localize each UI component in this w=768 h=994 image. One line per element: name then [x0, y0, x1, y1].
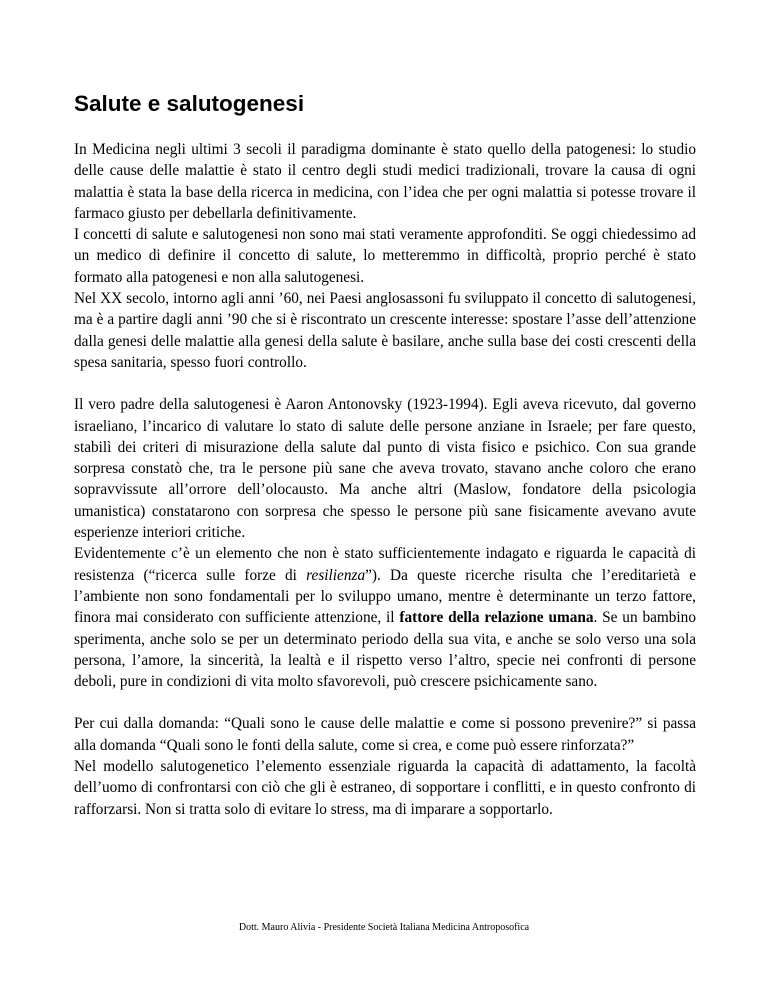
resilienza-italic: resilienza: [306, 566, 366, 584]
paragraph-patogenesi: In Medicina negli ultimi 3 secoli il paradigma dominante è stato quello della patogenesi: lo studio delle cause delle malattie è stato il centro degli studi medici tradizionali, trovare la causa di ogni malattia è stata la base della ricerca in medicina, con l’idea che per ogni malattia si potesse trovare il farmaco giusto per debellarla definitivamente.: [74, 141, 696, 222]
page-footer: Dott. Mauro Alivia - Presidente Società Italiana Medicina Antroposofica: [238, 922, 530, 933]
paragraph-resilienza-text-3: . Se un bambino sperimenta, anche solo se per un determinato periodo della sua vita, e anche se solo verso una sola persona, l’amore, la sincerità, la lealtà e il rispetto verso l’altro, specie nei confronti di persone deboli, pure in condizioni di vita molto sfavorevoli, può crescere psichicamente sano.: [74, 609, 696, 691]
paragraph-resilienza: [74, 543, 696, 692]
paragraph-concetti-salute: I concetti di salute e salutogenesi non sono mai stati veramente approfonditi. Se oggi chiedessimo ad un medico di definire il concetto di salute, lo metteremmo in difficoltà, proprio perché è stato formato alla patogenesi e non alla salutogenesi.: [74, 226, 696, 286]
page-title: Salute e salutogenesi: [74, 91, 305, 116]
paragraph-resilienza-text-1: Evidentemente c’è un elemento che non è stato sufficientemente indagato e riguarda le capacità di resistenza (“ricerca sulle forze di: [74, 545, 696, 584]
paragraph-xx-secolo: Nel XX secolo, intorno agli anni ’60, nei Paesi anglosassoni fu sviluppato il concetto di salutogenesi, ma è a partire dagli anni ’90 che si è riscontrato un crescente interesse: spostare l’asse dell’attenzione dalla genesi delle malattie alla genesi della salute è basilare, anche sulla base dei costi crescenti della spesa sanitaria, spesso fuori controllo.: [74, 290, 696, 371]
fattore-relazione-bold: fattore della relazione umana: [399, 609, 594, 627]
document-body: [74, 90, 696, 820]
paragraph-resilienza-text-2: ”). Da queste ricerche risulta che l’ereditarietà e l’ambiente non sono fondamentali per lo sviluppo umano, mentre è determinante un terzo fattore, finora mai considerato con sufficiente attenzione, il: [74, 566, 696, 627]
paragraph-modello-salutogenetico: Nel modello salutogenetico l’elemento essenziale riguarda la capacità di adattamento, la facoltà dell’uomo di confrontarsi con ciò che gli è estraneo, di sopportare i conflitti, e in questo confronto di rafforzarsi. Non si tratta solo di evitare lo stress, ma di imparare a sopportarlo.: [74, 758, 696, 818]
paragraph-domanda: Per cui dalla domanda: “Quali sono le cause delle malattie e come si possono prevenire?” si passa alla domanda “Quali sono le fonti della salute, come si crea, e come può essere rinforzata?”: [74, 715, 696, 754]
paragraph-antonovsky: Il vero padre della salutogenesi è Aaron Antonovsky (1923-1994). Egli aveva ricevuto, dal governo israeliano, l’incarico di valutare lo stato di salute delle persone anziane in Israele; per fare questo, stabilì dei criteri di misurazione della salute dal punto di vista fisico e psichico. Con sua grande sorpresa constatò che, tra le persone più sane che aveva trovato, stavano anche coloro che erano sopravvissute all’orrore dell’olocausto. Ma anche altri (Maslow, fondatore della psicologia umanistica) constatarono con sorpresa che spesso le persone più sane fisicamente avevano avute esperienze interiori critiche.: [74, 396, 696, 542]
